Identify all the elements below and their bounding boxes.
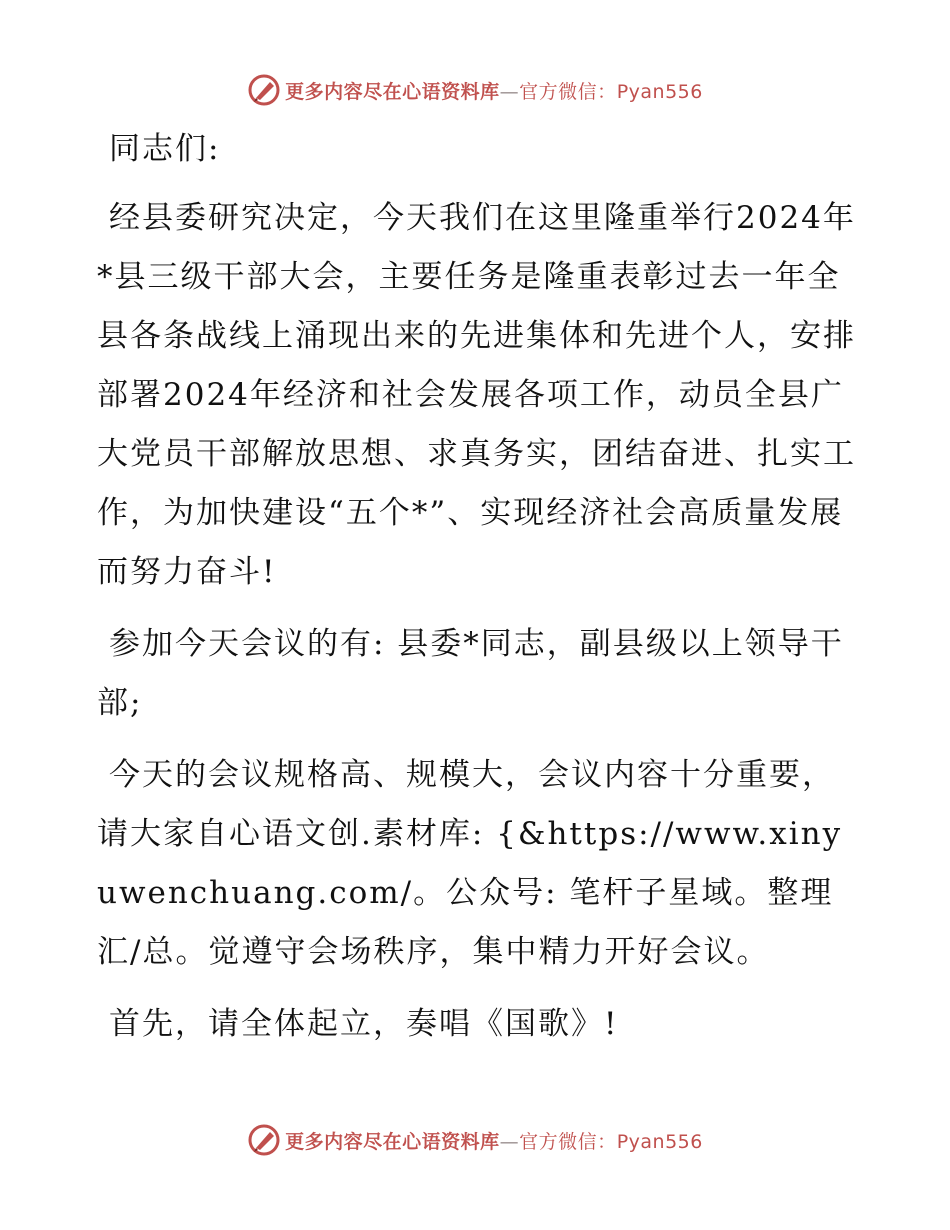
pen-logo-icon <box>247 1123 281 1157</box>
watermark-id: Pyan556 <box>616 80 703 103</box>
pen-logo-icon <box>247 73 281 107</box>
footer-watermark <box>0 1120 950 1160</box>
document-body <box>97 120 857 1054</box>
watermark-text <box>285 77 703 104</box>
paragraph-3: 今天的会议规格高、规模大，会议内容十分重要，请大家自心语文创.素材库: {&https://www.xinyuwenchuang.com/。公众号: 笔杆子星域。整理汇/总。觉遵守会场秩序，集中精力开好会议。 <box>97 757 843 970</box>
watermark-separator: — <box>499 80 520 103</box>
watermark-main: 更多内容尽在心语资料库 <box>285 80 500 103</box>
watermark-id: Pyan556 <box>616 1130 703 1153</box>
watermark-separator: — <box>499 1130 520 1153</box>
watermark-label: 官方微信： <box>519 1130 617 1153</box>
salutation: 同志们: <box>109 131 221 167</box>
paragraph-1: 经县委研究决定，今天我们在这里隆重举行2024年*县三级干部大会，主要任务是隆重表彰过去一年全县各条战线上涌现出来的先进集体和先进个人，安排部署2024年经济和社会发展各项工作，动员全县广大党员干部解放思想、求真务实，团结奋进、扎实工作，为加快建设“五个*”、实现经济社会高质量发展而努力奋斗! <box>97 200 856 590</box>
paragraph-2: 参加今天会议的有: 县委*同志，副县级以上领导干部; <box>97 626 844 721</box>
watermark-text <box>285 1127 703 1154</box>
watermark-label: 官方微信： <box>519 80 617 103</box>
watermark-main: 更多内容尽在心语资料库 <box>285 1130 500 1153</box>
paragraph-4: 首先，请全体起立，奏唱《国歌》! <box>109 1006 619 1042</box>
header-watermark <box>0 70 950 110</box>
